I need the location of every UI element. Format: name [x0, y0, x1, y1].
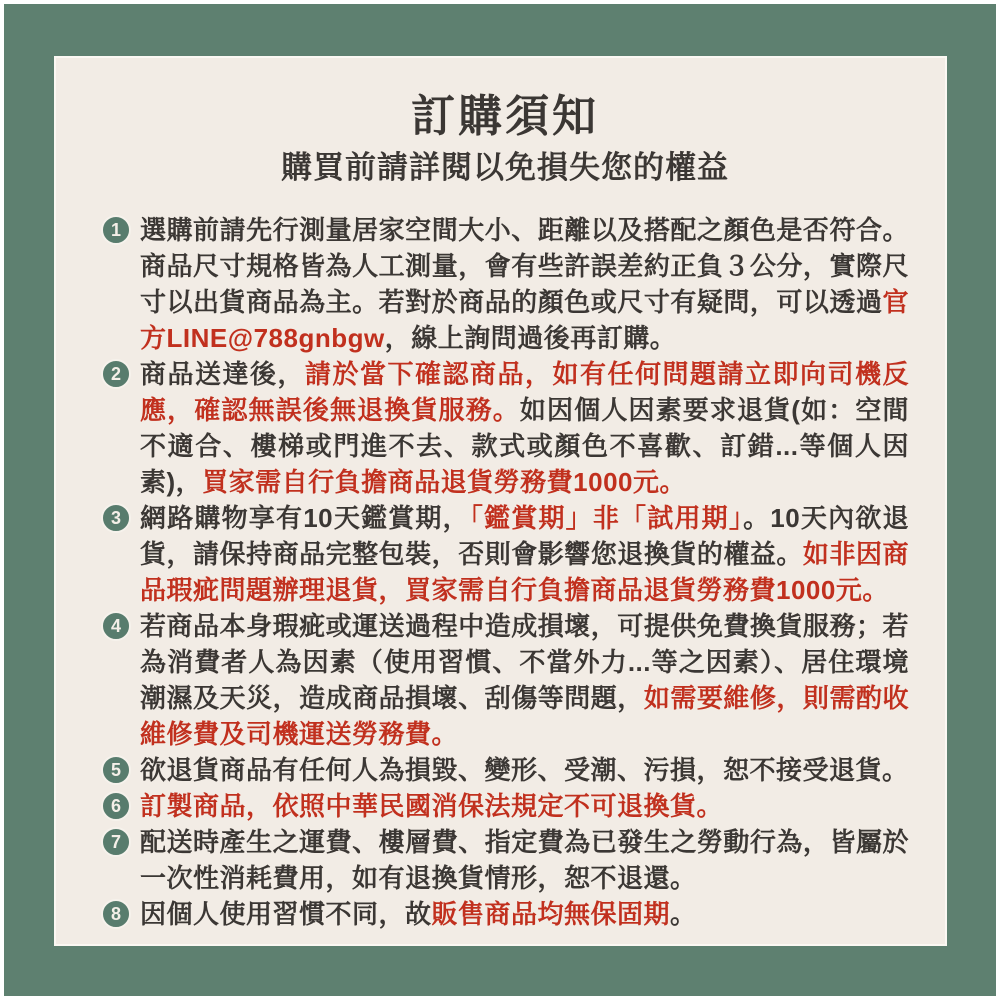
item-number-badge: [101, 503, 131, 533]
green-frame: [4, 4, 996, 996]
text-segment: 。10天內欲退貨，請保持商品完整包裝，否則會影響您退換貨的權益。: [140, 503, 909, 569]
text-segment: 如因個人因素要求退貨(如：空間不適合、樓梯或門進不去、款式或顏色不喜歡、訂錯...等個人因素)，: [140, 395, 909, 497]
item-text: [140, 608, 909, 752]
notice-list: [101, 212, 909, 932]
item-number: 6: [110, 796, 121, 816]
item-number: 5: [110, 760, 121, 780]
list-item: [101, 608, 909, 752]
notice-card: [54, 56, 947, 946]
item-text: [140, 824, 909, 896]
text-segment: ，線上詢問過後再訂購。: [384, 323, 677, 353]
list-item: [101, 500, 909, 608]
item-number-badge: [101, 611, 131, 641]
text-segment: 因個人使用習慣不同，故: [140, 899, 432, 929]
list-item: [101, 752, 909, 788]
item-number: 7: [110, 832, 121, 852]
page-title: 訂購須知: [411, 92, 599, 141]
item-number: 1: [110, 220, 121, 240]
item-text: [140, 356, 909, 500]
item-number: 8: [110, 904, 121, 924]
list-item: [101, 212, 909, 356]
item-number-badge: [101, 827, 131, 857]
list-item: [101, 356, 909, 500]
text-segment: 買家需自行負擔商品退貨勞務費1000元。: [202, 467, 687, 497]
text-segment: 欲退貨商品有任何人為損毀、變形、受潮、污損，恕不接受退貨。: [140, 755, 909, 785]
item-text: [140, 788, 909, 824]
page-subtitle: 購買前請詳閱以免損失您的權益: [281, 150, 729, 185]
text-segment: 配送時產生之運費、樓層費、指定費為已發生之勞動行為，皆屬於一次性消耗費用，如有退換貨情形，恕不退還。: [140, 827, 909, 893]
list-item: [101, 896, 909, 932]
text-segment: 商品送達後，: [140, 359, 305, 389]
item-text: [140, 896, 909, 932]
text-segment: 如需要維修，則需酌收維修費及司機運送勞務費。: [140, 683, 909, 749]
text-segment: 販售商品均無保固期: [431, 899, 671, 929]
text-segment: 選購前請先行測量居家空間大小、距離以及搭配之顏色是否符合。商品尺寸規格皆為人工測量，會有些許誤差約正負３公分，實際尺寸以出貨商品為主。若對於商品的顏色或尺寸有疑問，可以透過: [140, 215, 909, 317]
text-segment: 「鑑賞期」非「試用期」: [469, 503, 744, 533]
item-text: [140, 212, 909, 356]
item-text: [140, 500, 909, 608]
list-item: [101, 788, 909, 824]
text-segment: 。: [670, 899, 697, 929]
item-number-badge: [101, 755, 131, 785]
item-number-badge: [101, 215, 131, 245]
item-number: 2: [110, 364, 121, 384]
item-number-badge: [101, 791, 131, 821]
text-segment: 網路購物享有10天鑑賞期，: [140, 503, 470, 533]
text-segment: 訂製商品，依照中華民國消保法規定不可退換貨。: [140, 791, 724, 821]
text-segment: 官方LINE@788gnbgw: [140, 287, 909, 353]
list-item: [101, 824, 909, 896]
item-number: 4: [110, 616, 121, 636]
text-segment: 若商品本身瑕疵或運送過程中造成損壞，可提供免費換貨服務；若為消費者人為因素（使用習慣、不當外力...等之因素）、居住環境潮濕及天災，造成商品損壞、刮傷等問題，: [140, 611, 909, 713]
item-number-badge: [101, 899, 131, 929]
item-number-badge: [101, 359, 131, 389]
item-text: [140, 752, 909, 788]
text-segment: 如非因商品瑕疵問題辦理退貨，買家需自行負擔商品退貨勞務費1000元。: [140, 539, 909, 605]
item-number: 3: [110, 508, 121, 528]
text-segment: 請於當下確認商品，如有任何問題請立即向司機反應，確認無誤後無退換貨服務。: [140, 359, 909, 425]
